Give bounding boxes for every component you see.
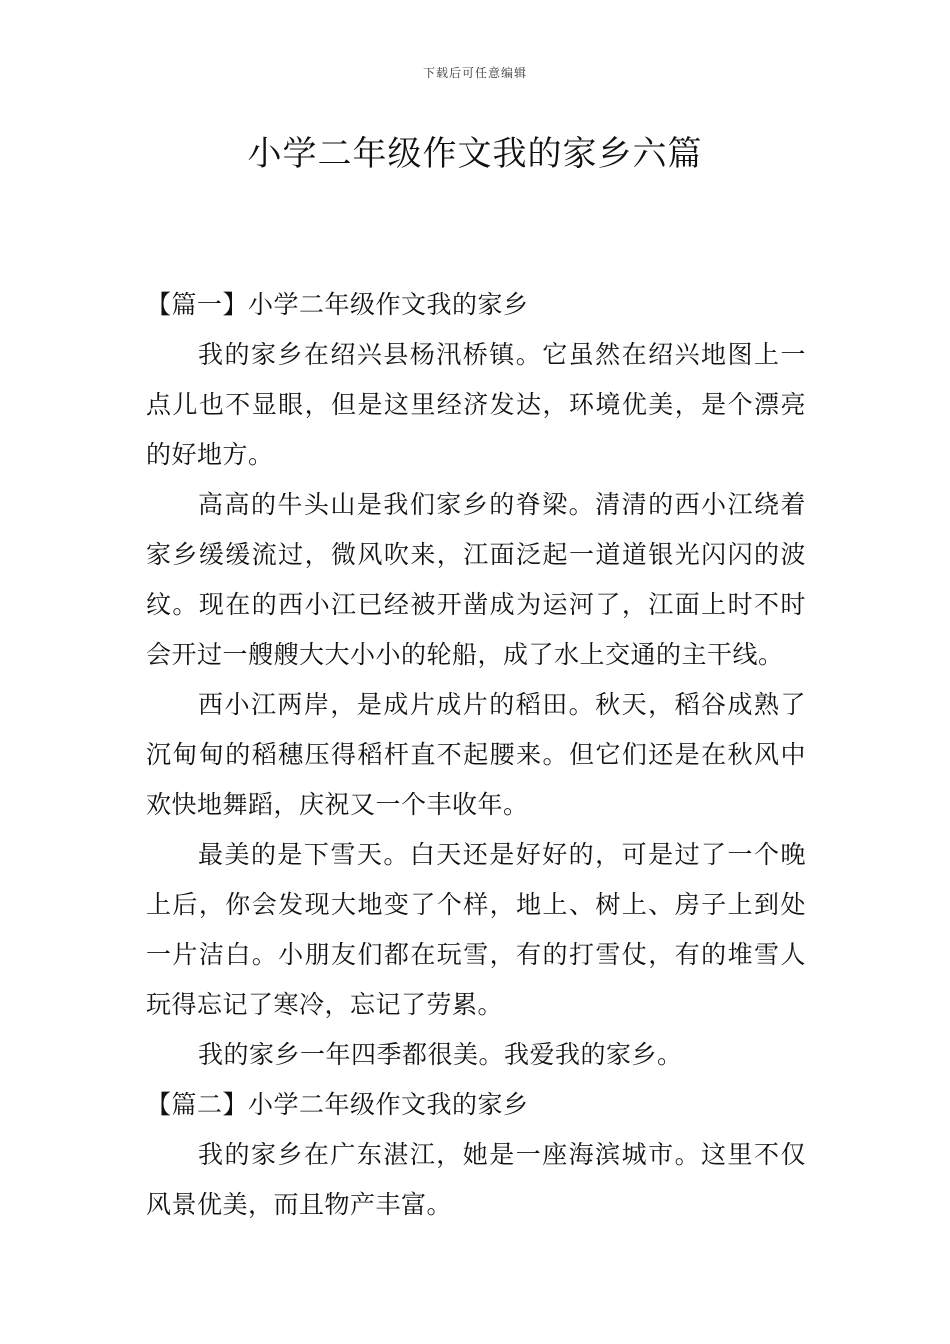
section-heading: 【篇二】小学二年级作文我的家乡 — [146, 1090, 529, 1119]
document-title: 小学二年级作文我的家乡六篇 — [247, 134, 703, 174]
paragraph: 高高的牛头山是我们家乡的脊梁。清清的西小江绕着家乡缓缓流过，微风吹来，江面泛起一道道银光闪闪的波纹。现在的西小江已经被开凿成为运河了，江面上时不时会开过一艘艘大大小小的轮船，成了水上交通的主干线。 — [146, 490, 806, 669]
section-heading: 【篇一】小学二年级作文我的家乡 — [146, 290, 529, 319]
header-note: 下载后可任意编辑 — [422, 66, 527, 80]
document-body — [146, 280, 806, 1230]
paragraph: 我的家乡在广东湛江，她是一座海滨城市。这里不仅风景优美，而且物产丰富。 — [146, 1140, 806, 1219]
paragraph: 我的家乡一年四季都很美。我爱我的家乡。 — [198, 1040, 683, 1069]
paragraph: 西小江两岸，是成片成片的稻田。秋天，稻谷成熟了沉甸甸的稻穗压得稻杆直不起腰来。但它们还是在秋风中欢快地舞蹈，庆祝又一个丰收年。 — [146, 690, 806, 819]
paragraph: 最美的是下雪天。白天还是好好的，可是过了一个晚上后，你会发现大地变了个样，地上、树上、房子上到处一片洁白。小朋友们都在玩雪，有的打雪仗，有的堆雪人玩得忘记了寒冷，忘记了劳累。 — [146, 840, 806, 1019]
section-1 — [146, 280, 806, 1080]
section-2 — [146, 1080, 806, 1230]
paragraph: 我的家乡在绍兴县杨汛桥镇。它虽然在绍兴地图上一点儿也不显眼，但是这里经济发达，环境优美，是个漂亮的好地方。 — [146, 340, 806, 469]
